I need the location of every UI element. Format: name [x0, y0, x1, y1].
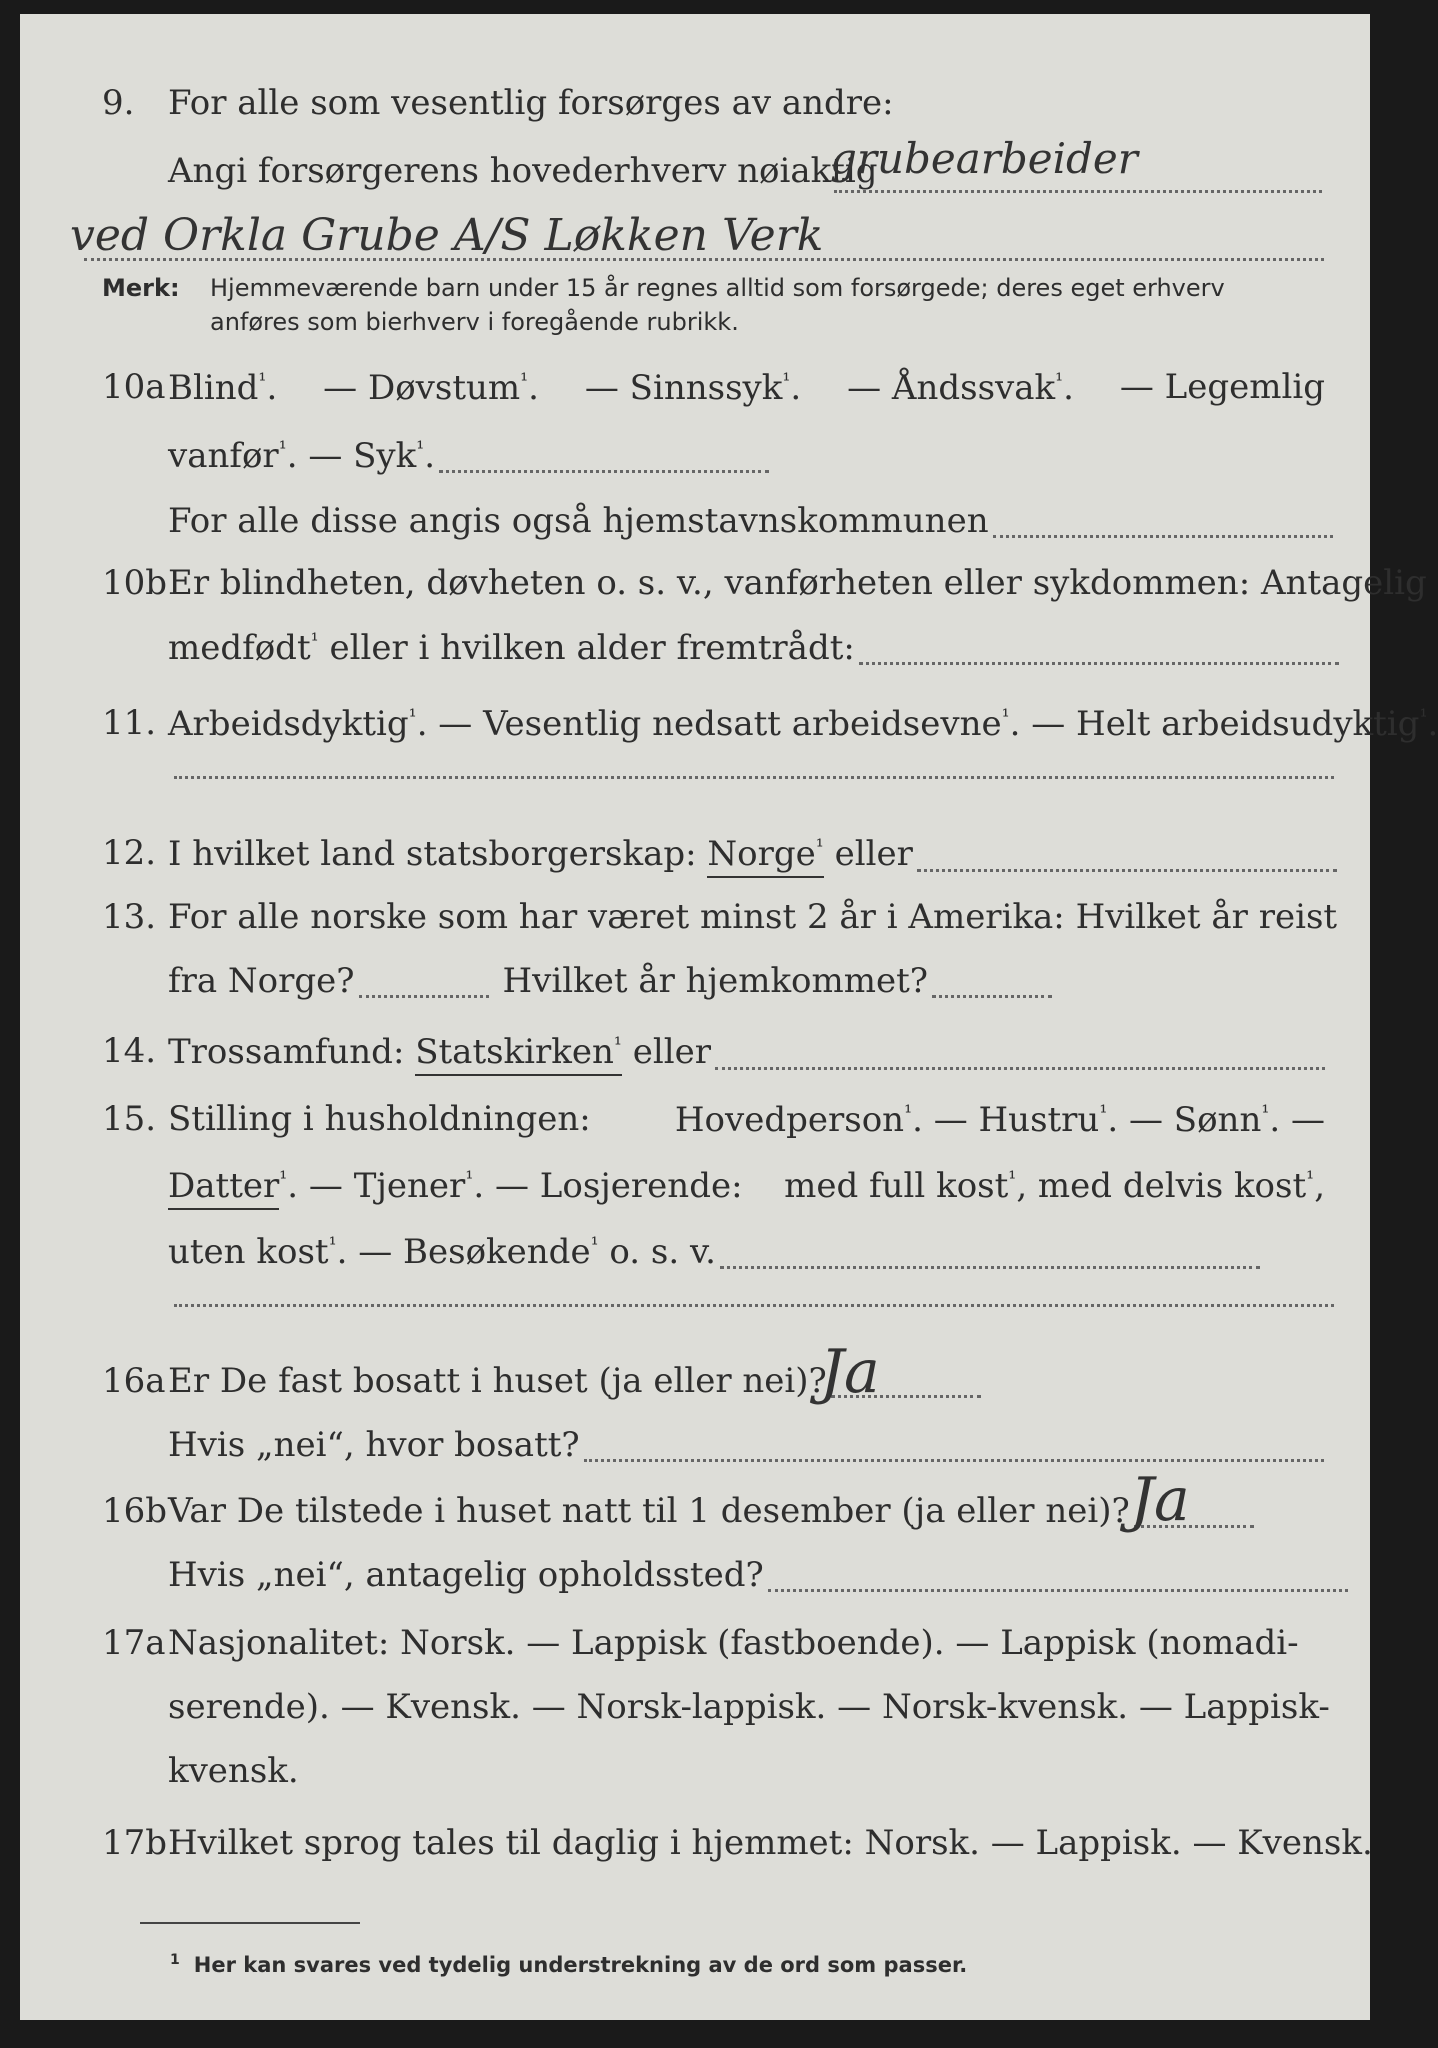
- q17a-text-1: Nasjonalitet: Norsk. — Lappisk (fastboende). — Lappisk (nomadi-: [168, 1623, 1299, 1663]
- q16a-where-line: [584, 1459, 1324, 1462]
- q16a-number: 16a: [102, 1361, 166, 1401]
- q17b-text: Hvilket sprog tales til daglig i hjemmet: Norsk. — Lappisk. — Kvensk.: [168, 1823, 1373, 1863]
- option-syk: . — Syk: [286, 436, 417, 476]
- option-vanfor: vanfør: [168, 436, 279, 476]
- option-tjener: . — Tjener: [287, 1166, 466, 1206]
- option-dovstum: — Døvstum: [323, 368, 521, 408]
- census-form-page: 9. For alle som vesentlig forsørges av andre: Angi forsørgerens hovederhverv nøiaktig grubearbeider ved Orkla Grube A/S Løkken Verk Merk: Hjemmeværende barn under 15 år regnes alltid som forsørgede; deres eget erhverv anføres som bierhverv i foregående rubrikk. 10a Blind$^{^1}$. — Døvstum$^{^1}$. — Sinnssyk$^{^1}$. — Åndssvak$^{^1}$. — Legemlig vanfør$^{^1}$. — Syk$^{^1}$. For alle disse angis også hjemstavnskommunen 10b Er blindheten, døvheten o. s. v., vanførheten eller sykdommen: Antagelig medfødt$^{^1}$ eller i hvilken alder fremtrådt: 11. Arbeidsdyktig$^{^1}$. — Vesentlig nedsatt arbeidsevne$^{^1}$. — Helt arbeidsudyktig$^{^1}$. 12. I hvilket land statsborgerskap: Norge$^{^1}$ eller 13. For alle norske som har været minst 2 år i Amerika: Hvilket år reist fra Norge? Hvilket år hjemkommet? 14. Trossamfund: Statskirken$^{^1}$ eller 15. Stilling i husholdningen: Hovedperson$^{^1}$. — Hustru$^{^1}$. — Sønn$^{^1}$. — Datter$^{^1}$. — Tjener$^{^1}$. — Losjerende: med full kost$^{^1}$, med delvis kost$^{^1}$, uten kost$^{^1}$. — Besøkende$^{^1}$ o. s. v. 16a Er De fast bosatt i huset (ja eller nei)? Ja Hvis „nei“, hvor bosatt? 16b Var De tilstede i huset natt til 1 desember (ja eller nei)? Ja Hvis „nei“, antagelig opholdssted? 17a Nasjonalitet: Norsk. — Lappisk (fastboende). — Lappisk (nomadi- serende). — Kvensk. — Norsk-lappisk. — Norsk-kvensk. — Lappisk- kvensk. 17b Hvilket sprog tales til daglig i hjemmet: Norsk. — Lappisk. — Kvensk. $^1$ Her kan svares ved tydelig understrekning av de ord som passer.: [20, 14, 1370, 2020]
- q9-handwritten-answer-b: ved Orkla Grube A/S Løkken Verk: [70, 210, 824, 261]
- q11-number: 11.: [102, 703, 157, 743]
- q12-number: 12.: [102, 833, 157, 873]
- q13-returned-label: Hvilket år hjemkommet?: [502, 961, 929, 1001]
- q16b-text: Var De tilstede i huset natt til 1 desember (ja eller nei)?: [168, 1491, 1130, 1531]
- option-losjerende: . — Losjerende:: [473, 1166, 743, 1206]
- q13-year-left-line: [359, 995, 489, 998]
- q16b-location-line: [768, 1589, 1348, 1592]
- q9-answer-line: [834, 190, 1322, 193]
- merk-text-1: Hjemmeværende barn under 15 år regnes alltid som forsørgede; deres eget erhverv: [210, 274, 1225, 302]
- option-sinnssyk: — Sinnssyk: [584, 368, 783, 408]
- option-datter: Datter: [168, 1166, 279, 1210]
- q17b-number: 17b: [102, 1823, 168, 1863]
- option-andssvak: — Åndssvak: [847, 368, 1056, 408]
- option-medfodt: medfødt: [168, 628, 311, 668]
- option-legemlig: — Legemlig: [1119, 367, 1325, 407]
- q10a-number: 10a: [102, 367, 166, 407]
- option-sonn: . — Sønn: [1107, 1100, 1262, 1140]
- q12-eller: eller: [834, 834, 913, 874]
- q17a-text-3: kvensk.: [168, 1751, 299, 1791]
- option-nedsatt: . — Vesentlig nedsatt arbeidsevne: [416, 704, 1002, 744]
- option-hovedperson: Hovedperson: [674, 1100, 905, 1140]
- option-hustru: . — Hustru: [912, 1100, 1100, 1140]
- q13-number: 13.: [102, 897, 157, 937]
- q10b-text: Er blindheten, døvheten o. s. v., vanførheten eller sykdommen: Antagelig: [168, 563, 1427, 603]
- q10a-home-municipality-label: For alle disse angis også hjemstavnskommunen: [168, 501, 989, 541]
- q15-label: Stilling i husholdningen:: [168, 1099, 591, 1139]
- q14-number: 14.: [102, 1031, 157, 1071]
- option-norge: Norge: [707, 834, 816, 874]
- merk-text-2: anføres som bierhverv i foregående rubrikk.: [210, 308, 739, 336]
- option-besokende: . — Besøkende: [336, 1232, 591, 1272]
- q15-number: 15.: [102, 1099, 157, 1139]
- q14-eller: eller: [632, 1032, 711, 1072]
- option-arbeidsdyktig: Arbeidsdyktig: [168, 704, 409, 744]
- q14-label: Trossamfund:: [168, 1032, 405, 1072]
- merk-label: Merk:: [102, 274, 180, 302]
- q16b-number: 16b: [102, 1491, 168, 1531]
- q16b-handwritten-answer: Ja: [1130, 1465, 1190, 1535]
- option-uten-kost: uten kost: [168, 1232, 329, 1272]
- q11-answer-line: [174, 776, 1334, 779]
- q16b-location-label: Hvis „nei“, antagelig opholdssted?: [168, 1555, 764, 1595]
- q10b-answer-line: [859, 662, 1339, 665]
- q14-answer-line: [715, 1067, 1325, 1070]
- q10b-number: 10b: [102, 563, 168, 603]
- option-blind: Blind: [168, 368, 259, 408]
- q10b-age-label: eller i hvilken alder fremtrådt:: [318, 628, 855, 668]
- footnote-text: Her kan svares ved tydelig understrekning av de ord som passer.: [193, 1953, 968, 1977]
- q16a-handwritten-answer: Ja: [820, 1337, 880, 1407]
- option-full-kost: med full kost: [784, 1166, 1009, 1206]
- q13-year-returned-line: [932, 995, 1052, 998]
- q9-number: 9.: [102, 83, 135, 123]
- q16a-where-label: Hvis „nei“, hvor bosatt?: [168, 1425, 580, 1465]
- q17a-number: 17a: [102, 1623, 166, 1663]
- footnote-mark: 1: [170, 1952, 180, 1968]
- q9-handwritten-answer-a: grubearbeider: [830, 134, 1138, 183]
- footnote: [170, 1952, 967, 1977]
- q10a-answer-line: [439, 470, 769, 473]
- q9-provider-label: Angi forsørgerens hovederhverv nøiaktig: [168, 151, 878, 191]
- q15-answer-line: [720, 1266, 1260, 1269]
- footnote-rule: [140, 1922, 360, 1924]
- q16a-text: Er De fast bosatt i huset (ja eller nei)?: [168, 1361, 827, 1401]
- q13-left-norway-label: fra Norge?: [168, 961, 355, 1001]
- q15-answer-line-2: [174, 1304, 1334, 1307]
- option-delvis-kost: , med delvis kost: [1016, 1166, 1307, 1206]
- q17a-text-2: serende). — Kvensk. — Norsk-lappisk. — Norsk-kvensk. — Lappisk-: [168, 1687, 1330, 1727]
- q9-answer-line-2: [84, 258, 1324, 261]
- option-statskirken: Statskirken: [415, 1032, 614, 1072]
- option-udyktig: . — Helt arbeidsudyktig: [1009, 704, 1420, 744]
- q10a-municipality-line: [993, 535, 1333, 538]
- q12-answer-line: [917, 869, 1337, 872]
- q13-text: For alle norske som har været minst 2 år i Amerika: Hvilket år reist: [168, 897, 1338, 937]
- q9-text: For alle som vesentlig forsørges av andre:: [168, 83, 894, 123]
- q12-text: I hvilket land statsborgerskap:: [168, 834, 697, 874]
